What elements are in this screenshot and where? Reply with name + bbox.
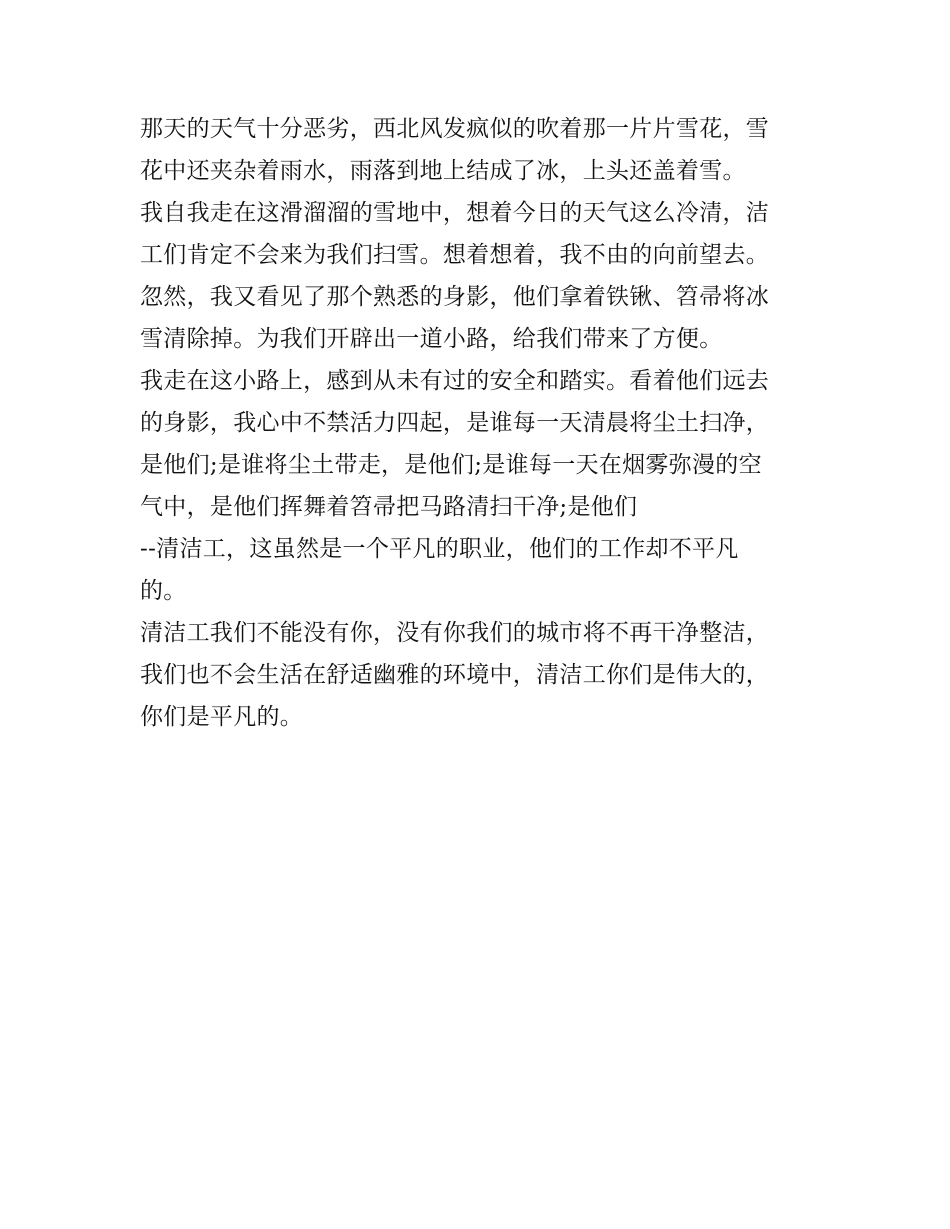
text-line-9: 是他们;是谁将尘土带走，是他们;是谁每一天在烟雾弥漫的空 — [140, 452, 762, 478]
text-line-10: 气中，是他们挥舞着笤帚把马路清扫干净;是他们 — [140, 494, 638, 520]
text-line-14: 我们也不会生活在舒适幽雅的环境中，清洁工你们是伟大的， — [140, 662, 770, 688]
text-line-12: 的。 — [140, 578, 187, 604]
text-line-5: 忽然，我又看见了那个熟悉的身影，他们拿着铁锹、笤帚将冰 — [140, 284, 770, 310]
text-line-2: 花中还夹杂着雨水，雨落到地上结成了冰，上头还盖着雪。 — [140, 158, 746, 184]
body-text — [140, 108, 830, 738]
text-line-15: 你们是平凡的。 — [140, 704, 304, 730]
text-line-3: 我自我走在这滑溜溜的雪地中，想着今日的天气这么冷清，洁 — [140, 200, 770, 226]
text-line-8: 的身影，我心中不禁活力四起，是谁每一天清晨将尘土扫净， — [140, 410, 770, 436]
text-line-6: 雪清除掉。为我们开辟出一道小路，给我们带来了方便。 — [140, 326, 723, 352]
text-line-13: 清洁工我们不能没有你，没有你我们的城市将不再干净整洁， — [140, 620, 770, 646]
text-line-11: --清洁工，这虽然是一个平凡的职业，他们的工作却不平凡 — [140, 536, 739, 562]
text-line-1: 那天的天气十分恶劣，西北风发疯似的吹着那一片片雪花，雪 — [140, 116, 770, 142]
text-line-7: 我走在这小路上，感到从未有过的安全和踏实。看着他们远去 — [140, 368, 770, 394]
text-line-4: 工们肯定不会来为我们扫雪。想着想着，我不由的向前望去。 — [140, 242, 770, 268]
